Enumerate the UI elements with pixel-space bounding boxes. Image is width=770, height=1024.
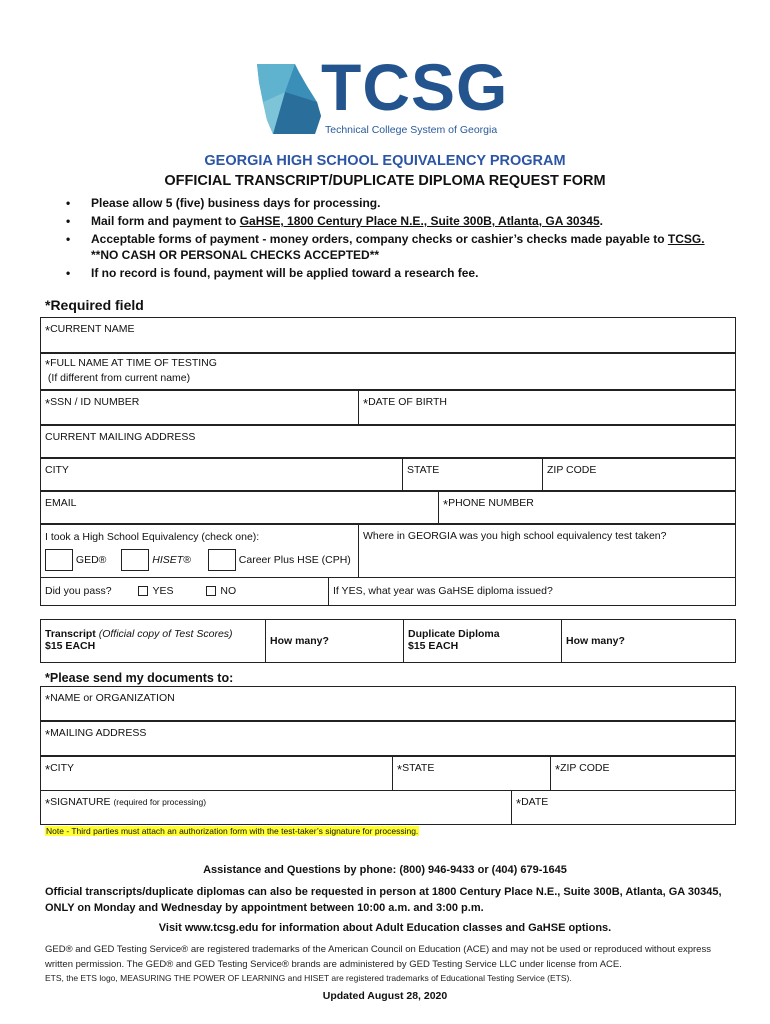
city-field[interactable]: CITY	[40, 458, 403, 491]
recipient-state-field[interactable]: *STATE	[392, 756, 551, 791]
assistance-phone: Assistance and Questions by phone: (800) 946-9433 or (404) 679-1645	[203, 864, 567, 876]
state-field[interactable]: STATE	[402, 458, 543, 491]
ssn-field[interactable]: *SSN / ID NUMBER	[40, 390, 359, 425]
transcript-quantity-field[interactable]: How many?	[265, 619, 404, 663]
transcript-cell: Transcript (Official copy of Test Scores) $15 EACH	[40, 619, 266, 663]
send-to-heading: *Please send my documents to:	[45, 671, 234, 685]
did-pass-group: Did you pass? YES NO	[40, 577, 329, 606]
current-name-field[interactable]: *CURRENT NAME	[40, 317, 736, 353]
logo-subtitle: Technical College System of Georgia	[325, 124, 498, 136]
instructions-list	[66, 195, 705, 283]
list-item: • Please allow 5 (five) business days for processing.	[66, 195, 705, 211]
list-item: • Acceptable forms of payment - money orders, company checks or cashier’s checks made payable to TCSG. **NO CASH OR PERSONAL CHECKS ACCEPTED**	[66, 231, 705, 263]
zip-field[interactable]: ZIP CODE	[542, 458, 736, 491]
recipient-name-field[interactable]: *NAME or ORGANIZATION	[40, 686, 736, 721]
diploma-quantity-field[interactable]: How many?	[561, 619, 736, 663]
visit-website: Visit www.tcsg.edu for information about Adult Education classes and GaHSE options.	[158, 922, 612, 934]
tcsg-logo	[255, 50, 515, 138]
georgia-map-icon	[255, 62, 325, 138]
hiset-label: HISET®	[152, 553, 191, 566]
no-checkbox[interactable]	[206, 586, 216, 596]
yes-checkbox[interactable]	[138, 586, 148, 596]
cph-label: Career Plus HSE (CPH)	[238, 553, 351, 566]
updated-date: Updated August 28, 2020	[322, 990, 448, 1002]
ets-trademark-notice: ETS, the ETS logo, MEASURING THE POWER OF LEARNING and HISET are registered trademarks of Educational Testing Service (ETS).	[45, 973, 572, 983]
list-item: • If no record is found, payment will be applied toward a research fee.	[66, 265, 705, 281]
full-name-field[interactable]: *FULL NAME AT TIME OF TESTING (If different from current name)	[40, 353, 736, 390]
test-location-field[interactable]: Where in GEORGIA was you high school equivalency test taken?	[358, 524, 736, 578]
recipient-zip-field[interactable]: *ZIP CODE	[550, 756, 736, 791]
program-title: GEORGIA HIGH SCHOOL EQUIVALENCY PROGRAM	[204, 153, 566, 169]
third-party-note: Note - Third parties must attach an authorization form with the test-taker’s signature for processing.	[46, 826, 419, 836]
trademark-notice: GED® and GED Testing Service® are registered trademarks of the American Council on Education (ACE) and may not be used or reproduced without express written permission. The GED® and GED Testing Service® brands are administered by GED Testing Service LLC under license from ACE.	[45, 944, 711, 970]
form-title: OFFICIAL TRANSCRIPT/DUPLICATE DIPLOMA REQUEST FORM	[164, 173, 606, 189]
mailing-address-field[interactable]: CURRENT MAILING ADDRESS	[40, 425, 736, 458]
ged-checkbox[interactable]	[45, 549, 73, 571]
ged-label: GED®	[75, 553, 107, 566]
recipient-address-field[interactable]: *MAILING ADDRESS	[40, 721, 736, 756]
cph-checkbox[interactable]	[208, 549, 236, 571]
signature-field[interactable]: *SIGNATURE (required for processing)	[40, 790, 512, 825]
recipient-city-field[interactable]: *CITY	[40, 756, 393, 791]
diploma-cell: Duplicate Diploma $15 EACH	[403, 619, 562, 663]
dob-field[interactable]: *DATE OF BIRTH	[358, 390, 736, 425]
email-field[interactable]: EMAIL	[40, 491, 439, 524]
logo-wordmark: TCSG	[321, 50, 509, 124]
required-field-note: *Required field	[45, 297, 144, 313]
test-type-group: I took a High School Equivalency (check one): GED® HISET® Career Plus HSE (CPH)	[40, 524, 359, 578]
list-item: • Mail form and payment to GaHSE, 1800 Century Place N.E., Suite 300B, Atlanta, GA 30345.	[66, 213, 705, 229]
hiset-checkbox[interactable]	[121, 549, 149, 571]
in-person-info: Official transcripts/duplicate diplomas can also be requested in person at 1800 Century Place N.E., Suite 300B, Atlanta, GA 30345, ONLY on Monday and Wednesday by appointment between 10:00 a.m. and 3:00 p.m.	[45, 886, 722, 914]
diploma-year-field[interactable]: If YES, what year was GaHSE diploma issued?	[328, 577, 736, 606]
date-field[interactable]: *DATE	[511, 790, 736, 825]
phone-field[interactable]: *PHONE NUMBER	[438, 491, 736, 524]
